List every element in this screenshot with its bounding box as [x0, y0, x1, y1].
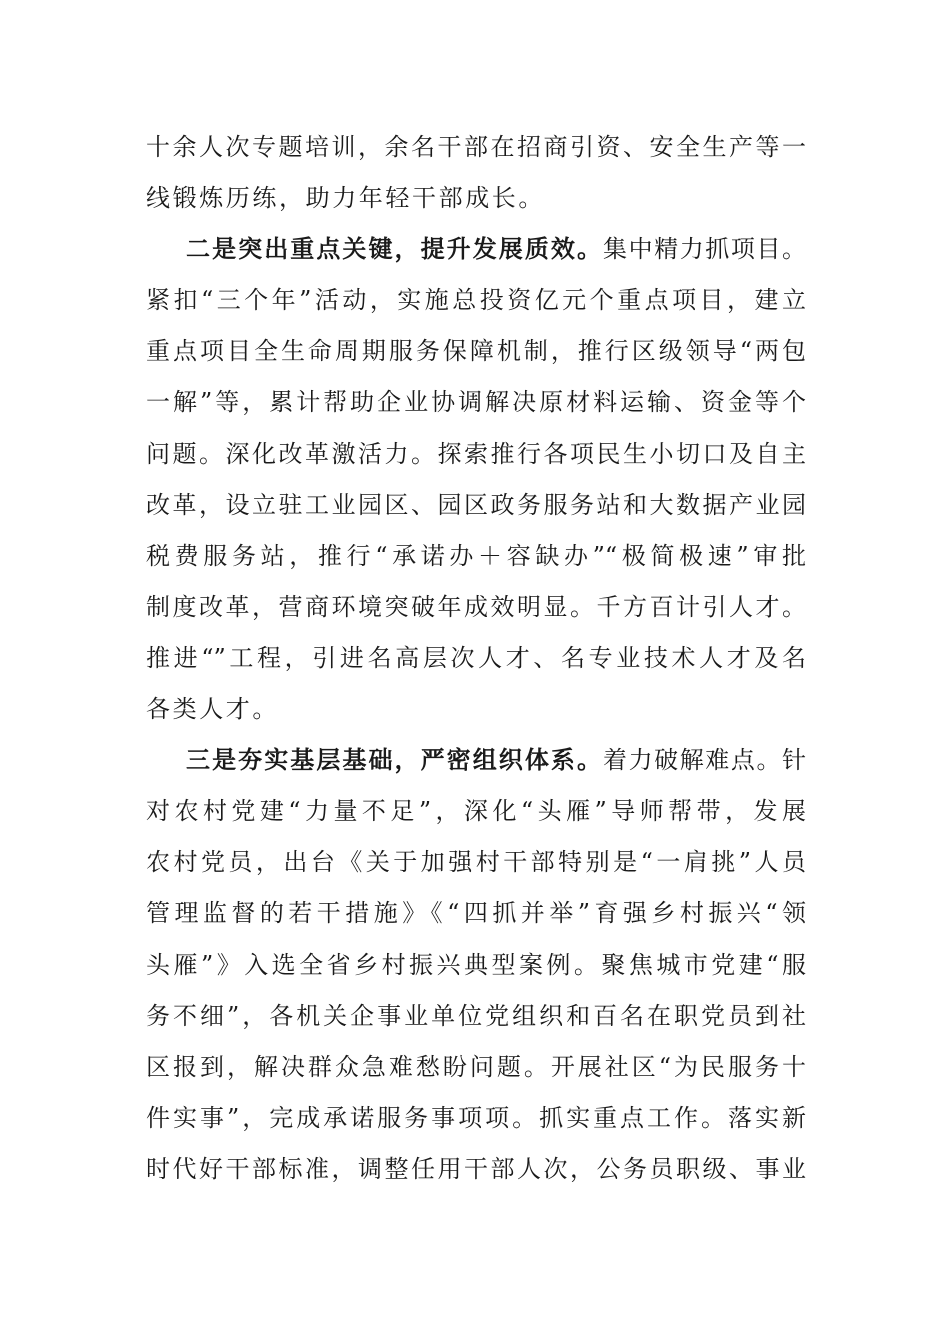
line-text: 税费服务站，推行“承诺办＋容缺办”“极简极速”审批 [146, 541, 806, 570]
text-line [146, 1093, 806, 1144]
line-text: 各类人才。 [146, 695, 279, 724]
body-text [146, 122, 806, 1195]
line-text: 务不细”，各机关企事业单位党组织和百名在职党员到社 [146, 1001, 806, 1030]
text-line [146, 888, 806, 939]
line-text: 时代好干部标准，调整任用干部人次，公务员职级、事业 [146, 1154, 806, 1183]
line-text: 线锻炼历练，助力年轻干部成长。 [146, 184, 545, 213]
paragraph-heading: 二是突出重点关键，提升发展质效。 [186, 235, 604, 264]
text-line [146, 377, 806, 428]
line-text: 头雁”》入选全省乡村振兴典型案例。聚焦城市党建“服 [146, 950, 806, 979]
text-line [146, 224, 806, 275]
text-line [146, 786, 806, 837]
line-text: 紧扣“三个年”活动，实施总投资亿元个重点项目，建立 [146, 286, 806, 315]
line-text: 件实事”，完成承诺服务事项项。抓实重点工作。落实新 [146, 1103, 806, 1132]
text-line [146, 480, 806, 531]
line-text: 集中精力抓项目。 [603, 235, 807, 264]
text-line [146, 531, 806, 582]
text-line [146, 582, 806, 633]
line-text: 农村党员，出台《关于加强村干部特别是“一肩挑”人员 [146, 848, 806, 877]
text-line [146, 991, 806, 1042]
text-line [146, 837, 806, 888]
text-line [146, 684, 806, 735]
text-line [146, 1144, 806, 1195]
paragraph-heading: 三是夯实基层基础，严密组织体系。 [186, 746, 604, 775]
line-text: 十余人次专题培训，余名干部在招商引资、安全生产等一 [146, 133, 806, 161]
line-text: 区报到，解决群众急难愁盼问题。开展社区“为民服务十 [146, 1052, 806, 1081]
line-text: 制度改革，营商环境突破年成效明显。千方百计引人才。 [146, 592, 806, 621]
line-text: 管理监督的若干措施》《“四抓并举”育强乡村振兴“领 [146, 899, 806, 928]
text-line [146, 429, 806, 480]
line-text: 问题。深化改革激活力。探索推行各项民生小切口及自主 [146, 439, 806, 468]
text-line [146, 1042, 806, 1093]
text-line [146, 122, 806, 173]
line-text: 推进“”工程，引进名高层次人才、名专业技术人才及名 [146, 643, 806, 672]
text-line [146, 940, 806, 991]
text-line [146, 275, 806, 326]
line-text: 对农村党建“力量不足”，深化“头雁”导师帮带，发展 [146, 797, 806, 826]
text-line [146, 326, 806, 377]
line-text: 重点项目全生命周期服务保障机制，推行区级领导“两包 [146, 337, 806, 366]
line-text: 改革，设立驻工业园区、园区政务服务站和大数据产业园 [146, 490, 806, 519]
line-text: 一解”等，累计帮助企业协调解决原材料运输、资金等个 [146, 388, 806, 417]
line-text: 着力破解难点。针 [603, 746, 807, 775]
text-line [146, 633, 806, 684]
text-line [146, 735, 806, 786]
text-line [146, 173, 806, 224]
